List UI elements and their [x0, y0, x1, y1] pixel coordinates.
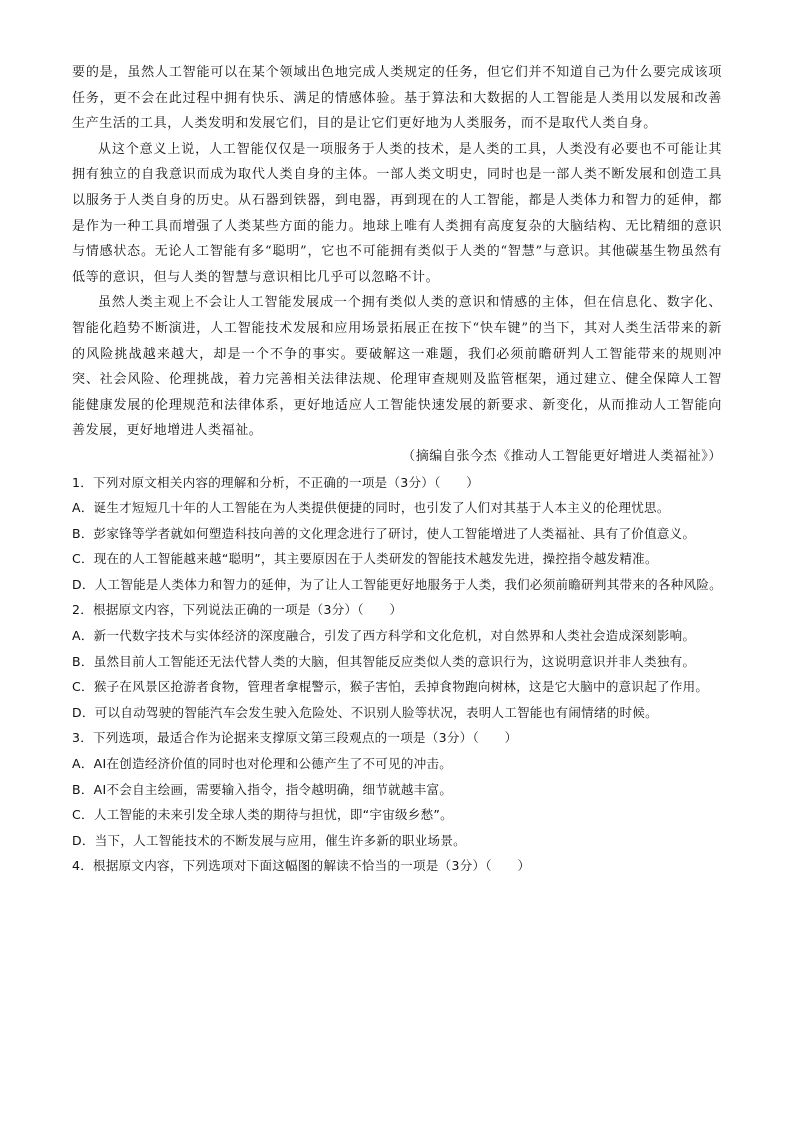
question-stem: 4．根据原文内容，下列选项对下面这幅图的解读不恰当的一项是（3分）（ ） — [72, 858, 531, 874]
option-a: A．诞生才短短几十年的人工智能在为人类提供便捷的同时，也引发了人们对其基于人本主义的伦理忧思。 — [72, 500, 670, 516]
option-a: A．新一代数字技术与实体经济的深度融合，引发了西方科学和文化危机，对自然界和人类社会造成深刻影响。 — [72, 628, 696, 644]
option-c: C．现在的人工智能越来越“聪明”，其主要原因在于人类研发的智能技术越发先进，操控指令越发精准。 — [72, 551, 658, 567]
question-stem: 3．下列选项，最适合作为论据来支撑原文第三段观点的一项是（3分）（ ） — [72, 730, 518, 746]
question-1 — [72, 470, 722, 598]
option-d: D．当下，人工智能技术的不断发展与应用，催生许多新的职业场景。 — [72, 832, 466, 848]
passage-paragraph-3: 虽然人类主观上不会让人工智能发展成一个拥有类似人类的意识和情感的主体，但在信息化、数字化、智能化趋势不断演进，人工智能技术发展和应用场景拓展正在按下“快车键”的当下，其对人类生活带来的新的风险挑战越来越大，却是一个不争的事实。要破解这一难题，我们必须前瞻研判人工智能带来的规则冲突、社会风险、伦理挑战，着力完善相关法律法规、伦理审查规则及监管框架，通过建立、健全保障人工智能健康发展的伦理规范和法律体系，更好地适应人工智能快速发展的新要求、新变化，从而推动人工智能向善发展，更好地增进人类福祉。 — [72, 295, 722, 439]
option-c: C．人工智能的未来引发全球人类的期待与担忧，即“宇宙级乡愁”。 — [72, 807, 453, 823]
passage-source: （摘编自张今杰《推动人工智能更好增进人类福祉》） — [402, 448, 722, 464]
option-d: D．人工智能是人类体力和智力的延伸，为了让人工智能更好地服务于人类，我们必须前瞻研判其带来的各种风险。 — [72, 576, 722, 592]
option-c: C．猴子在风景区抢游者食物，管理者拿棍警示，猴子害怕，丢掉食物跑向树林，这是它大脑中的意识起了作用。 — [72, 679, 709, 695]
question-3 — [72, 725, 722, 853]
option-d: D．可以自动驾驶的智能汽车会发生驶入危险处、不识别人脸等状况，表明人工智能也有闹情绪的时候。 — [72, 704, 658, 720]
option-b: B．彭家锋等学者就如何塑造科技向善的文化理念进行了研讨，使人工智能增进了人类福祉、具有了价值意义。 — [72, 525, 696, 541]
reading-passage — [72, 60, 722, 444]
option-a: A．AI在创造经济价值的同时也对伦理和公德产生了不可见的冲击。 — [72, 756, 453, 772]
question-stem: 2．根据原文内容，下列说法正确的一项是（3分）（ ） — [72, 602, 403, 618]
option-b: B．虽然目前人工智能还无法代替人类的大脑，但其智能反应类似人类的意识行为，这说明意识并非人类独有。 — [72, 653, 696, 669]
question-4 — [72, 853, 722, 879]
question-2 — [72, 597, 722, 725]
question-stem: 1．下列对原文相关内容的理解和分析，不正确的一项是（3分）（ ） — [72, 474, 480, 490]
passage-paragraph-1: 要的是，虽然人工智能可以在某个领域出色地完成人类规定的任务，但它们并不知道自己为什么要完成该项任务，更不会在此过程中拥有快乐、满足的情感体验。基于算法和大数据的人工智能是人类用以发展和改善生产生活的工具，人类发明和发展它们，目的是让它们更好地为人类服务，而不是取代人类自身。 — [72, 65, 722, 132]
option-b: B．AI不会自主绘画，需要输入指令，指令越明确，细节就越丰富。 — [72, 781, 453, 797]
question-list — [72, 470, 722, 880]
passage-paragraph-2: 从这个意义上说，人工智能仅仅是一项服务于人类的技术，是人类的工具，人类没有必要也不可能让其拥有独立的自我意识而成为取代人类自身的主体。一部人类文明史，同时也是一部人类不断发展和创造工具以服务于人类自身的历史。从石器到铁器，到电器，再到现在的人工智能，都是人类体力和智力的延伸，都是作为一种工具而增强了人类某些方面的能力。地球上唯有人类拥有高度复杂的大脑结构、无比精细的意识与情感状态。无论人工智能有多“聪明”，它也不可能拥有类似于人类的“智慧”与意识。其他碳基生物虽然有低等的意识，但与人类的智慧与意识相比几乎可以忽略不计。 — [72, 141, 722, 285]
